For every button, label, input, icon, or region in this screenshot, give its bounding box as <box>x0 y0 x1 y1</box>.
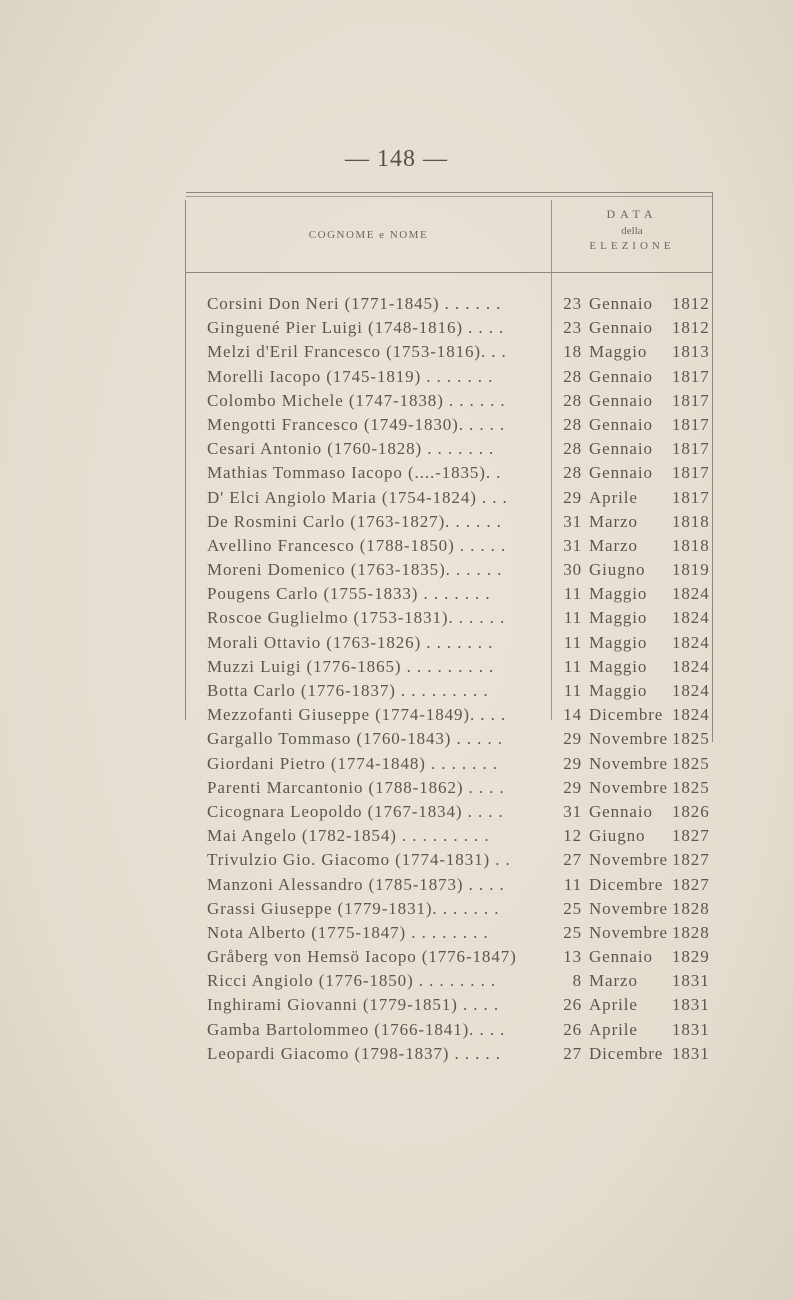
election-year: 1827 <box>672 826 710 846</box>
member-name: Moreni Domenico (1763-1835). . . . . . <box>207 560 503 580</box>
election-month: Gennaio <box>589 801 653 821</box>
member-name: Gråberg von Hemsö Iacopo (1776-1847) <box>207 947 517 967</box>
election-year: 1826 <box>672 801 710 821</box>
table-row <box>0 415 793 439</box>
member-name: Cesari Antonio (1760-1828) . . . . . . . <box>207 439 495 459</box>
election-month: Giugno <box>589 826 646 846</box>
table-row <box>0 318 793 342</box>
election-year: 1817 <box>672 414 710 434</box>
table-row <box>0 826 793 850</box>
table-row <box>0 923 793 947</box>
election-year: 1828 <box>672 898 710 918</box>
election-year: 1818 <box>672 511 710 531</box>
table-row <box>0 633 793 657</box>
election-day: 29 <box>563 753 582 773</box>
member-name: Ricci Angiolo (1776-1850) . . . . . . . . <box>207 971 497 991</box>
election-day: 13 <box>563 947 582 967</box>
election-year: 1824 <box>672 656 710 676</box>
election-day: 23 <box>563 294 582 313</box>
election-year: 1818 <box>672 535 710 555</box>
table-row <box>0 560 793 584</box>
member-name: Morelli Iacopo (1745-1819) . . . . . . . <box>207 366 494 386</box>
election-day: 25 <box>563 922 582 942</box>
election-month: Novembre <box>589 850 668 870</box>
election-year: 1827 <box>672 874 710 894</box>
election-day: 18 <box>563 342 582 362</box>
election-day: 31 <box>563 535 582 555</box>
date-header-line2: della <box>621 225 643 237</box>
table-row <box>0 512 793 536</box>
election-day: 11 <box>563 656 582 676</box>
table-row <box>0 391 793 415</box>
election-year: 1825 <box>672 777 710 797</box>
election-day: 28 <box>563 414 582 434</box>
election-year: 1831 <box>672 971 710 991</box>
election-month: Novembre <box>589 753 668 773</box>
table-row <box>0 488 793 512</box>
election-month: Gennaio <box>589 463 653 483</box>
election-year: 1831 <box>672 1019 710 1039</box>
member-name: Parenti Marcantonio (1788-1862) . . . . <box>207 777 505 797</box>
election-month: Giugno <box>589 560 646 580</box>
election-month: Maggio <box>589 584 648 604</box>
election-month: Aprile <box>589 487 638 507</box>
election-day: 11 <box>563 608 582 628</box>
table-row <box>0 439 793 463</box>
member-name: Inghirami Giovanni (1779-1851) . . . . <box>207 995 499 1015</box>
election-month: Maggio <box>589 342 648 362</box>
election-day: 11 <box>563 681 582 700</box>
member-name: Mengotti Francesco (1749-1830). . . . . <box>207 414 506 434</box>
table-row <box>0 705 793 729</box>
election-month: Maggio <box>589 632 648 652</box>
election-day: 12 <box>563 826 582 846</box>
column-header-date <box>552 207 712 252</box>
election-month: Dicembre <box>589 874 664 894</box>
table-row <box>0 681 793 705</box>
election-month: Gennaio <box>589 318 653 338</box>
election-month: Dicembre <box>589 1043 664 1063</box>
member-name: De Rosmini Carlo (1763-1827). . . . . . <box>207 511 502 531</box>
member-name: Melzi d'Eril Francesco (1753-1816). . . <box>207 342 507 362</box>
member-name: Roscoe Guglielmo (1753-1831). . . . . . <box>207 608 506 628</box>
member-name: Corsini Don Neri (1771-1845) . . . . . . <box>207 294 502 313</box>
election-year: 1817 <box>672 439 710 459</box>
election-year: 1831 <box>672 1043 710 1063</box>
table-row <box>0 536 793 560</box>
election-day: 11 <box>563 874 582 894</box>
election-month: Maggio <box>589 681 648 700</box>
table-row <box>0 608 793 632</box>
election-year: 1819 <box>672 560 710 580</box>
election-month: Novembre <box>589 898 668 918</box>
election-year: 1817 <box>672 390 710 410</box>
member-name: Grassi Giuseppe (1779-1831). . . . . . . <box>207 898 500 918</box>
member-name: Ginguené Pier Luigi (1748-1816) . . . . <box>207 318 505 338</box>
member-name: D' Elci Angiolo Maria (1754-1824) . . . <box>207 487 508 507</box>
election-day: 26 <box>563 1019 582 1039</box>
election-year: 1824 <box>672 681 710 700</box>
table-top-rule <box>186 192 712 193</box>
election-month: Maggio <box>589 608 648 628</box>
table-row <box>0 1044 793 1068</box>
election-month: Dicembre <box>589 705 664 725</box>
election-month: Novembre <box>589 729 668 749</box>
election-month: Marzo <box>589 511 638 531</box>
election-year: 1824 <box>672 584 710 604</box>
election-month: Aprile <box>589 995 638 1015</box>
member-name: Leopardi Giacomo (1798-1837) . . . . . <box>207 1043 501 1063</box>
table-row <box>0 1020 793 1044</box>
election-day: 31 <box>563 511 582 531</box>
election-month: Gennaio <box>589 439 653 459</box>
table-row <box>0 875 793 899</box>
member-name: Pougens Carlo (1755-1833) . . . . . . . <box>207 584 491 604</box>
election-day: 23 <box>563 318 582 338</box>
member-name: Gargallo Tommaso (1760-1843) . . . . . <box>207 729 503 749</box>
member-name: Morali Ottavio (1763-1826) . . . . . . . <box>207 632 494 652</box>
table-row <box>0 850 793 874</box>
date-header-line1: DATA <box>606 207 658 221</box>
table-row <box>0 342 793 366</box>
table-row <box>0 802 793 826</box>
table-row <box>0 463 793 487</box>
election-day: 8 <box>572 971 582 991</box>
election-day: 28 <box>563 439 582 459</box>
election-day: 30 <box>563 560 582 580</box>
election-day: 28 <box>563 463 582 483</box>
table-row <box>0 729 793 753</box>
member-name: Trivulzio Gio. Giacomo (1774-1831) . . <box>207 850 511 870</box>
election-month: Gennaio <box>589 947 653 967</box>
member-name: Botta Carlo (1776-1837) . . . . . . . . . <box>207 681 489 700</box>
column-header-name: COGNOME e NOME <box>308 229 429 241</box>
election-year: 1829 <box>672 947 710 967</box>
election-year: 1824 <box>672 608 710 628</box>
table-row <box>0 754 793 778</box>
election-year: 1827 <box>672 850 710 870</box>
table-row <box>0 657 793 681</box>
member-name: Cicognara Leopoldo (1767-1834) . . . . <box>207 801 504 821</box>
header-bottom-rule <box>186 272 712 273</box>
election-day: 27 <box>563 850 582 870</box>
member-name: Mathias Tommaso Iacopo (....-1835). . <box>207 463 502 483</box>
member-name: Colombo Michele (1747-1838) . . . . . . <box>207 390 506 410</box>
table-top-rule-inner <box>186 196 712 197</box>
table-row <box>0 367 793 391</box>
table-body <box>0 294 793 1068</box>
table-row <box>0 294 793 318</box>
table-row <box>0 778 793 802</box>
election-month: Maggio <box>589 656 648 676</box>
election-year: 1817 <box>672 463 710 483</box>
election-day: 27 <box>563 1043 582 1063</box>
table-row <box>0 584 793 608</box>
election-year: 1813 <box>672 342 710 362</box>
member-name: Mezzofanti Giuseppe (1774-1849). . . . <box>207 705 507 725</box>
election-year: 1828 <box>672 922 710 942</box>
member-name: Mai Angelo (1782-1854) . . . . . . . . . <box>207 826 490 846</box>
election-month: Gennaio <box>589 294 653 313</box>
election-day: 26 <box>563 995 582 1015</box>
election-day: 28 <box>563 366 582 386</box>
election-day: 11 <box>563 632 582 652</box>
election-month: Novembre <box>589 777 668 797</box>
election-month: Marzo <box>589 971 638 991</box>
election-year: 1817 <box>672 366 710 386</box>
page-number: — 148 — <box>345 146 448 172</box>
member-name: Manzoni Alessandro (1785-1873) . . . . <box>207 874 505 894</box>
member-name: Giordani Pietro (1774-1848) . . . . . . . <box>207 753 498 773</box>
election-month: Gennaio <box>589 414 653 434</box>
election-day: 29 <box>563 729 582 749</box>
member-name: Muzzi Luigi (1776-1865) . . . . . . . . . <box>207 656 495 676</box>
member-name: Avellino Francesco (1788-1850) . . . . . <box>207 535 507 555</box>
election-day: 29 <box>563 487 582 507</box>
election-month: Aprile <box>589 1019 638 1039</box>
election-day: 25 <box>563 898 582 918</box>
election-year: 1831 <box>672 995 710 1015</box>
election-month: Gennaio <box>589 390 653 410</box>
member-name: Gamba Bartolommeo (1766-1841). . . . <box>207 1019 506 1039</box>
election-year: 1812 <box>672 318 710 338</box>
election-month: Novembre <box>589 922 668 942</box>
election-year: 1824 <box>672 632 710 652</box>
member-name: Nota Alberto (1775-1847) . . . . . . . . <box>207 922 489 942</box>
election-day: 29 <box>563 777 582 797</box>
date-header-line3: ELEZIONE <box>589 240 675 252</box>
election-year: 1824 <box>672 705 710 725</box>
election-year: 1817 <box>672 487 710 507</box>
election-day: 28 <box>563 390 582 410</box>
election-day: 11 <box>563 584 582 604</box>
table-row <box>0 947 793 971</box>
election-month: Gennaio <box>589 366 653 386</box>
election-day: 14 <box>563 705 582 725</box>
table-row <box>0 995 793 1019</box>
election-year: 1825 <box>672 729 710 749</box>
election-year: 1825 <box>672 753 710 773</box>
election-day: 31 <box>563 801 582 821</box>
election-month: Marzo <box>589 535 638 555</box>
election-year: 1812 <box>672 294 710 313</box>
table-row <box>0 899 793 923</box>
table-row <box>0 971 793 995</box>
